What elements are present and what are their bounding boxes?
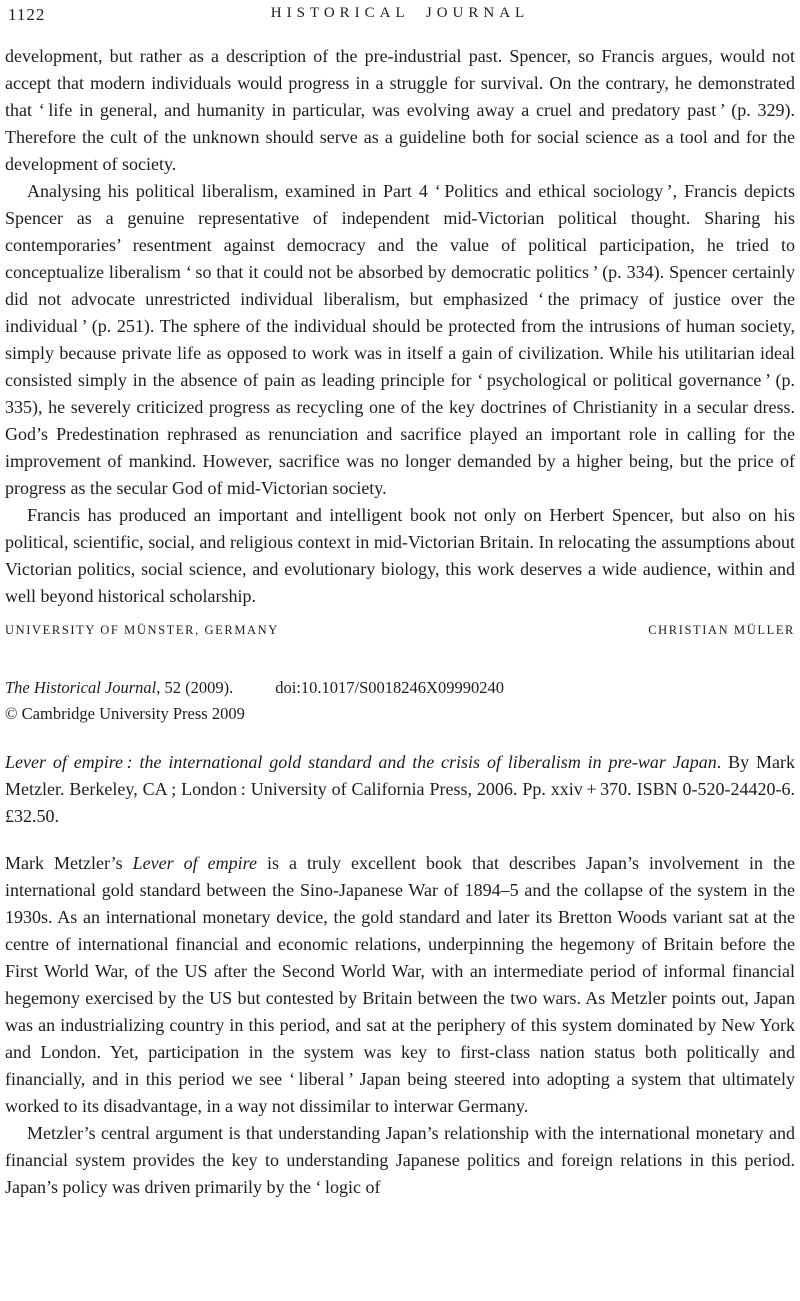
- book-title: Lever of empire : the international gold standard and the crisis of liberalism in pre-war Japan: [5, 752, 717, 772]
- reviewer-signature: [5, 622, 795, 638]
- review-paragraph: Analysing his political liberalism, examined in Part 4 ‘ Politics and ethical sociology ’, Francis depicts Spencer as a genuine representative of independent mid-Victorian political thought. Sharing his contemporaries’ resentment against democracy and the value of political participation, he tried to conceptualize liberalism ‘ so that it could not be absorbed by democratic politics ’ (p. 334). Spencer certainly did not advocate unrestricted individual liberalism, but emphasized ‘ the primacy of justice over the individual ’ (p. 251). The sphere of the individual should be protected from the intrusions of human society, simply because private life as opposed to work was in itself a gain of civilization. While his utilitarian ideal consisted simply in the absence of pain as leading principle for ‘ psychological or political governance ’ (p. 335), he severely criticized progress as recycling one of the key doctrines of Christianity in a secular dress. God’s Predestination rephrased as renunciation and sacrifice played an important role in calling for the improvement of mankind. However, sacrifice was no longer demanded by a higher being, but the price of progress as the secular God of mid-Victorian society.: [5, 181, 795, 498]
- review-paragraph: development, but rather as a description of the pre-industrial past. Spencer, so Francis argues, would not accept that modern individuals would progress in a struggle for survival. On the contrary, he demonstrated that ‘ life in general, and humanity in particular, was evolving away a cruel and predatory past ’ (p. 329). Therefore the cult of the unknown should serve as a guideline both for social science as a tool and for the development of society.: [5, 46, 795, 174]
- page-number: 1122: [8, 5, 46, 24]
- reviewer-affiliation: UNIVERSITY OF MÜNSTER, GERMANY: [5, 623, 279, 637]
- review-paragraph: Francis has produced an important and intelligent book not only on Herbert Spencer, but also on his political, scientific, social, and religious context in mid-Victorian Britain. In relocating the assumptions about Victorian politics, social science, and evolutionary biology, this work deserves a wide audience, within and well beyond historical scholarship.: [5, 505, 795, 606]
- article-citation: [5, 675, 795, 727]
- journal-title: The Historical Journal: [5, 678, 157, 697]
- review-paragraph: [5, 850, 795, 1120]
- book-reference: [5, 749, 795, 830]
- book-details: . By Mark Metzler. Berkeley, CA ; London : University of California Press, 2006. Pp. xxiv + 370. ISBN 0-520-24420-6. £32.50.: [5, 752, 795, 826]
- running-title: HISTORICAL JOURNAL: [270, 5, 530, 21]
- reviewer-name: CHRISTIAN MÜLLER: [648, 623, 795, 637]
- metzler-review: [5, 749, 795, 1201]
- doi-text: doi:10.1017/S0018246X09990240: [275, 678, 504, 697]
- copyright-line: © Cambridge University Press 2009: [5, 704, 245, 723]
- citation-line: [5, 675, 795, 701]
- paragraph-text: Mark Metzler’s: [5, 853, 133, 873]
- journal-volume: , 52 (2009).: [156, 678, 234, 697]
- review-paragraph: Metzler’s central argument is that understanding Japan’s relationship with the international monetary and financial system provides the key to understanding Japanese politics and foreign relations in this period. Japan’s policy was driven primarily by the ‘ logic of: [5, 1123, 795, 1197]
- page-header: [5, 5, 795, 25]
- paragraph-text: is a truly excellent book that describes Japan’s involvement in the international gold standard between the Sino-Japanese War of 1894–5 and the collapse of the system in the 1930s. As an international monetary device, the gold standard and later its Bretton Woods variant sat at the centre of international financial and economic relations, underpinning the hegemony of Britain before the First World War, of the US after the Second World War, with an intermediate period of informal financial hegemony exercised by the US but contested by Britain between the two wars. As Metzler points out, Japan was an industrializing country in this period, and sat at the periphery of this system dominated by New York and London. Yet, participation in the system was key to first-class nation status both politically and financially, and in this period we see ‘ liberal ’ Japan being steered into adopting a system that ultimately worked to its disadvantage, in a way not dissimilar to interwar Germany.: [5, 853, 795, 1116]
- spencer-review-conclusion: [5, 43, 795, 638]
- book-title-mention: Lever of empire: [132, 853, 257, 873]
